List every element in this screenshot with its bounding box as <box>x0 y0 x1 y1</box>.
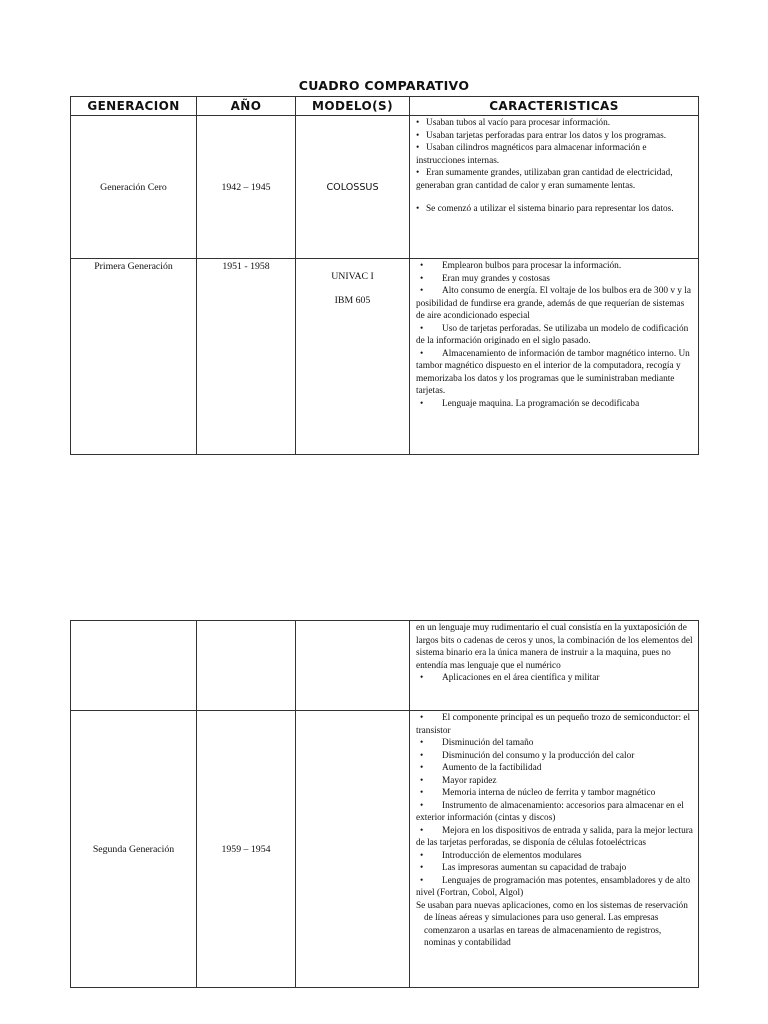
bullet-icon: • <box>420 323 424 334</box>
generation-cell: Primera Generación <box>71 259 197 455</box>
model-cell: COLOSSUS <box>296 116 410 259</box>
bullet-icon: • <box>420 738 424 748</box>
list-item: • Alto consumo de energía. El voltaje de los bulbos era de 300 v y la posibilidad de fundirse era grande, además de que requerían de sistemas de aire acondicionado especial <box>416 286 691 321</box>
bullet-icon: • <box>420 398 424 409</box>
header-year: AÑO <box>197 97 296 116</box>
list-item: • Uso de tarjetas perforadas. Se utilizaba un modelo de codificación de la información originado en el siglo pasado. <box>416 323 689 346</box>
bullet-icon: • <box>420 286 424 296</box>
bullet-icon: • <box>420 348 424 359</box>
table-row-primera-generacion <box>71 259 699 455</box>
continuation-text: en un lenguaje muy rudimentario el cual consistía en la yuxtaposición de largos bits o cadenas de ceros y unos, la combinación de los elementos del sistema binario era la única manera de instruir a la maquina, pues no entendía mas lenguaje que el numérico <box>416 623 693 671</box>
year-cell: 1959 – 1954 <box>197 711 296 988</box>
bullet-icon: • <box>416 168 420 178</box>
model-name: IBM 605 <box>334 295 371 306</box>
list-item: • Lenguaje maquina. La programación se decodificaba <box>416 398 695 411</box>
list-item: • El componente principal es un pequeño trozo de semiconductor: el transistor <box>416 713 691 736</box>
bullet-icon: • <box>416 204 420 214</box>
bullet-icon: • <box>420 850 424 861</box>
list-item: • Aplicaciones en el área científica y militar <box>416 672 695 685</box>
list-item: • Eran sumamente grandes, utilizaban gran cantidad de electricidad, generaban gran cantidad de calor y eran sumamente lentas. <box>416 168 673 191</box>
list-item: • Aumento de la factibilidad <box>416 762 695 775</box>
table-row-generacion-cero <box>71 116 699 259</box>
list-item: • Usaban tubos al vacío para procesar información. <box>416 118 611 128</box>
characteristics-cell <box>410 259 699 455</box>
bullet-icon: • <box>420 273 424 284</box>
year-cell: 1942 – 1945 <box>197 116 296 259</box>
trailing-text: Se usaban para nuevas aplicaciones, como en los sistemas de reservación de líneas aéreas y simulaciones para uso general. Las empresas comenzaron a usarlas en tareas de almacenamiento de registros, nominas y contabilidad <box>416 900 688 948</box>
bullet-icon: • <box>420 788 424 798</box>
bullet-icon: • <box>416 130 420 141</box>
bullet-icon: • <box>420 825 424 836</box>
list-item: • Almacenamiento de información de tambor magnético interno. Un tambor magnético dispuesto en el interior de la computadora, recogía y memorizaba los datos y los programas que le suministraban mediante tarjetas. <box>416 348 690 396</box>
bullet-icon: • <box>420 800 424 811</box>
list-item: • Introducción de elementos modulares <box>416 850 695 863</box>
bullet-icon: • <box>416 143 420 153</box>
characteristics-cell <box>410 621 699 711</box>
spacer <box>416 192 695 203</box>
bullet-icon: • <box>420 673 424 683</box>
list-item: • Mayor rapidez <box>416 775 695 788</box>
list-item: • Instrumento de almacenamiento: accesorios para almacenar en el exterior información (cintas y discos) <box>416 800 684 823</box>
bullet-icon: • <box>420 261 424 271</box>
year-cell-empty <box>197 621 296 711</box>
year-cell: 1951 - 1958 <box>197 259 296 455</box>
list-item: • Usaban cilindros magnéticos para almacenar información e instrucciones internas. <box>416 143 647 166</box>
list-item: • Emplearon bulbos para procesar la información. <box>416 260 695 273</box>
model-cell-empty <box>296 711 410 988</box>
comparison-table-part-1 <box>70 96 699 455</box>
table-row-primera-continuation <box>71 621 699 711</box>
bullet-icon: • <box>420 863 424 873</box>
comparison-table-part-2 <box>70 620 699 988</box>
list-item: • Las impresoras aumentan su capacidad de trabajo <box>416 862 695 875</box>
generation-cell-empty <box>71 621 197 711</box>
generation-cell: Generación Cero <box>71 116 197 259</box>
bullet-icon: • <box>420 775 424 786</box>
list-item: • Mejora en los dispositivos de entrada y salida, para la mejor lectura de las tarjetas perforadas, se disponía de células fotoeléctricas <box>416 825 693 848</box>
bullet-icon: • <box>416 118 420 128</box>
list-item: • Se comenzó a utilizar el sistema binario para representar los datos. <box>416 204 674 214</box>
list-item: • Usaban tarjetas perforadas para entrar los datos y los programas. <box>416 130 667 141</box>
header-characteristics: CARACTERISTICAS <box>410 97 699 116</box>
generation-cell: Segunda Generación <box>71 711 197 988</box>
header-generation: GENERACION <box>71 97 197 116</box>
list-item: • Eran muy grandes y costosas <box>416 273 695 286</box>
bullet-icon: • <box>420 763 424 773</box>
model-cell <box>296 259 410 455</box>
model-cell-empty <box>296 621 410 711</box>
header-models: MODELO(S) <box>296 97 410 116</box>
bullet-icon: • <box>420 750 424 761</box>
characteristics-cell <box>410 711 699 988</box>
page-title: CUADRO COMPARATIVO <box>298 78 470 93</box>
list-item: • Disminución del consumo y la producción del calor <box>416 750 695 763</box>
model-name: UNIVAC I <box>331 271 374 282</box>
list-item: • Disminución del tamaño <box>416 737 695 750</box>
table-row-segunda-generacion <box>71 711 699 988</box>
characteristics-cell <box>410 116 699 259</box>
list-item: • Memoria interna de núcleo de ferrita y tambor magnético <box>416 787 695 800</box>
bullet-icon: • <box>420 875 424 886</box>
header-row <box>71 97 699 116</box>
list-item: • Lenguajes de programación mas potentes, ensambladores y de alto nivel (Fortran, Cobol, Algol) <box>416 875 691 898</box>
bullet-icon: • <box>420 713 424 723</box>
